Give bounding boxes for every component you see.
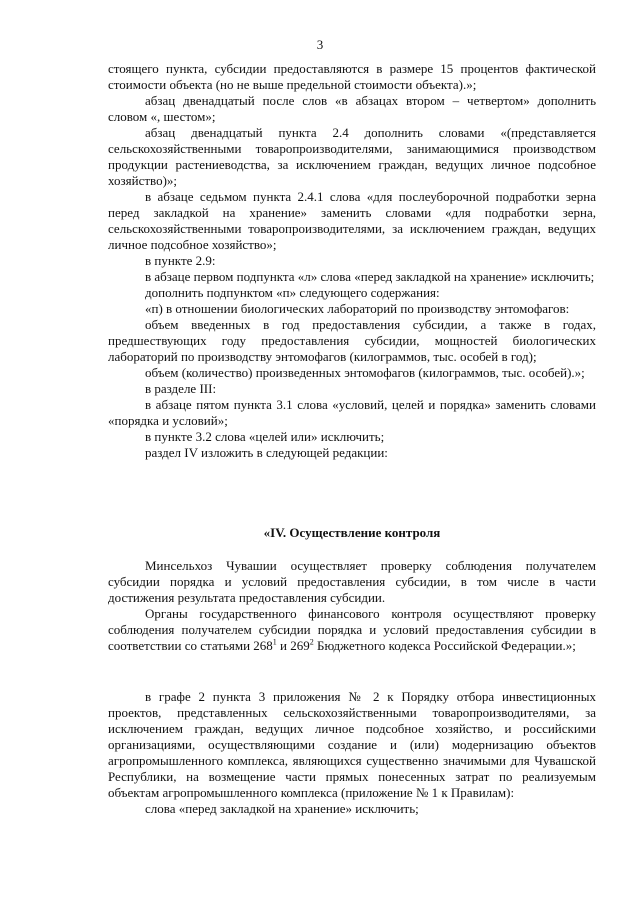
paragraph: дополнить подпунктом «п» следующего содержания: [145,285,440,300]
paragraph: стоящего пункта, субсидии предоставляются в размере 15 процентов фактической стоимости объекта (но не выше предельной стоимости объекта).»; [108,61,596,92]
section-heading: «IV. Осуществление контроля [263,525,441,540]
paragraph: в абзаце пятом пункта 3.1 слова «условий, целей и порядка» заменить словами «порядка и условий»; [108,397,596,428]
paragraph: в пункте 3.2 слова «целей или» исключить; [145,429,385,444]
paragraph: в абзаце первом подпункта «л» слова «перед закладкой на хранение» исключить; [145,269,595,284]
paragraph: объем введенных в год предоставления субсидии, а также в годах, предшествующих году предоставления субсидии, мощностей биологических лабораторий по производству энтомофагов (килограммов, тыс. особей в год); [108,317,596,364]
text-run: Органы государственного финансового контроля осуществляют проверку соблюдения получателем субсидии порядка и условий предоставления субсидии в соответствии со статьями 268 [108,606,596,653]
paragraph: раздел IV изложить в следующей редакции: [145,445,388,460]
page-number: 3 [316,37,324,52]
text-run: Бюджетного кодекса Российской Федерации.»; [313,638,576,653]
paragraph: слова «перед закладкой на хранение» исключить; [145,801,419,816]
paragraph: в пункте 2.9: [145,253,216,268]
superscript: 2 [309,637,314,647]
body-section-c [108,689,596,817]
paragraph: в абзаце седьмом пункта 2.4.1 слова «для послеуборочной подработки зерна перед закладкой на хранение» заменить словами «для подработки зерна, сельскохозяйственными товаропроизводителями, за исключением граждан, ведущих личное подсобное хозяйство»; [108,189,596,252]
superscript: 1 [272,637,277,647]
paragraph-with-footnotes [108,606,596,654]
body-section-b [108,558,596,654]
paragraph: в графе 2 пункта 3 приложения № 2 к Порядку отбора инвестиционных проектов, представленных сельскохозяйственными товаропроизводителями, за исключением граждан, ведущих личное подсобное хозяйство, и российскими организациями, осуществляющими создание и (или) модернизацию объектов агропромышленного комплекса, являющихся существенно значимыми для Чувашской Республики, на возмещение части прямых понесенных затрат по реализуемым объектам агропромышленного комплекса (приложение № 1 к Правилам): [108,689,596,800]
paragraph: в разделе III: [145,381,217,396]
paragraph: «п) в отношении биологических лабораторий по производству энтомофагов: [145,301,570,316]
text-run: и 269 [276,638,310,653]
paragraph: объем (количество) произведенных энтомофагов (килограммов, тыс. особей).»; [145,365,585,380]
paragraph: абзац двенадцатый после слов «в абзацах втором – четвертом» дополнить словом «, шестом»; [108,93,596,124]
paragraph: Минсельхоз Чувашии осуществляет проверку соблюдения получателем субсидии порядка и условий предоставления субсидии, в том числе в части достижения результата предоставления субсидии. [108,558,596,605]
body-section-a [108,61,596,461]
paragraph: абзац двенадцатый пункта 2.4 дополнить словами «(представляется сельскохозяйственными товаропроизводителями, занимающимися производством продукции растениеводства, за исключением граждан, ведущих личное подсобное хозяйство)»; [108,125,596,188]
